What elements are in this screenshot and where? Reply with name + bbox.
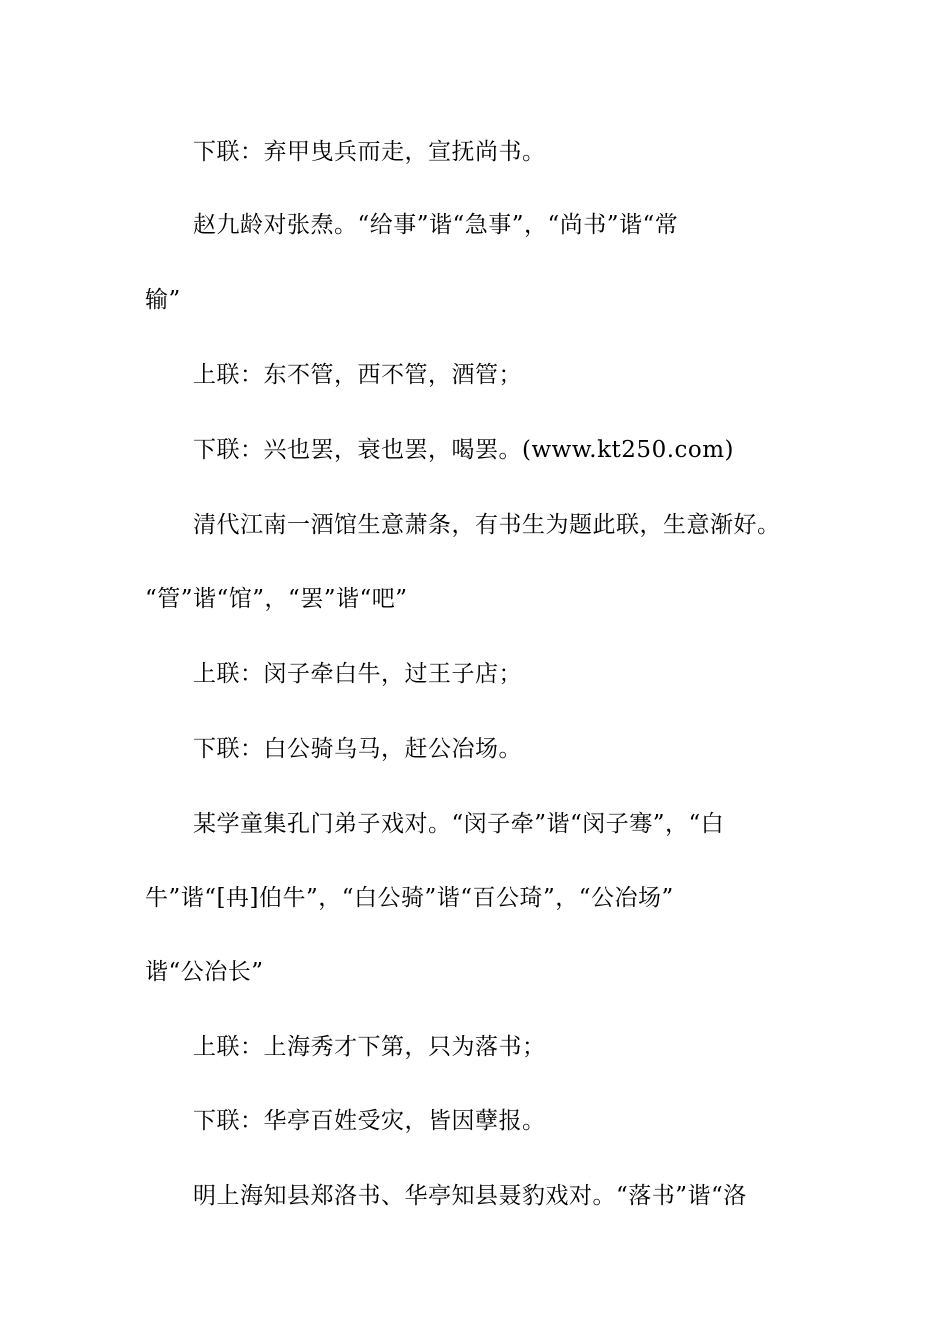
text-line: 清代江南一酒馆生意萧条，有书生为题此联，生意渐好。	[193, 512, 781, 538]
text-line: 上联：东不管，西不管，酒管；	[193, 362, 522, 388]
text-line: 谐“公冶长”	[145, 959, 264, 985]
text-line: 赵九龄对张焘。“给事”谐“急事”，“尚书”谐“常	[193, 212, 679, 238]
text-line: 下联：华亭百姓受灾，皆因孽报。	[193, 1108, 546, 1134]
text-line: 下联：弃甲曳兵而走，宣抚尚书。	[193, 139, 546, 165]
text-line: 上联：闵子牵白牛，过王子店；	[193, 661, 522, 687]
text-line: 下联：兴也罢，衰也罢，喝罢。(www.kt250.com)	[193, 437, 735, 463]
text-line: 输”	[145, 287, 181, 313]
text-line: 上联：上海秀才下第，只为落书；	[193, 1034, 546, 1060]
text-line: 牛”谐“[冉]伯牛”，“白公骑”谐“百公琦”，“公冶场”	[145, 885, 674, 911]
text-line: 某学童集孔门弟子戏对。“闵子牵”谐“闵子骞”，“白	[193, 811, 725, 837]
text-line: 明上海知县郑洛书、华亭知县聂豹戏对。“落书”谐“洛	[193, 1183, 747, 1209]
text-line: 下联：白公骑乌马，赶公冶场。	[193, 736, 522, 762]
text-line: “管”谐“馆”，“罢”谐“吧”	[145, 586, 408, 612]
